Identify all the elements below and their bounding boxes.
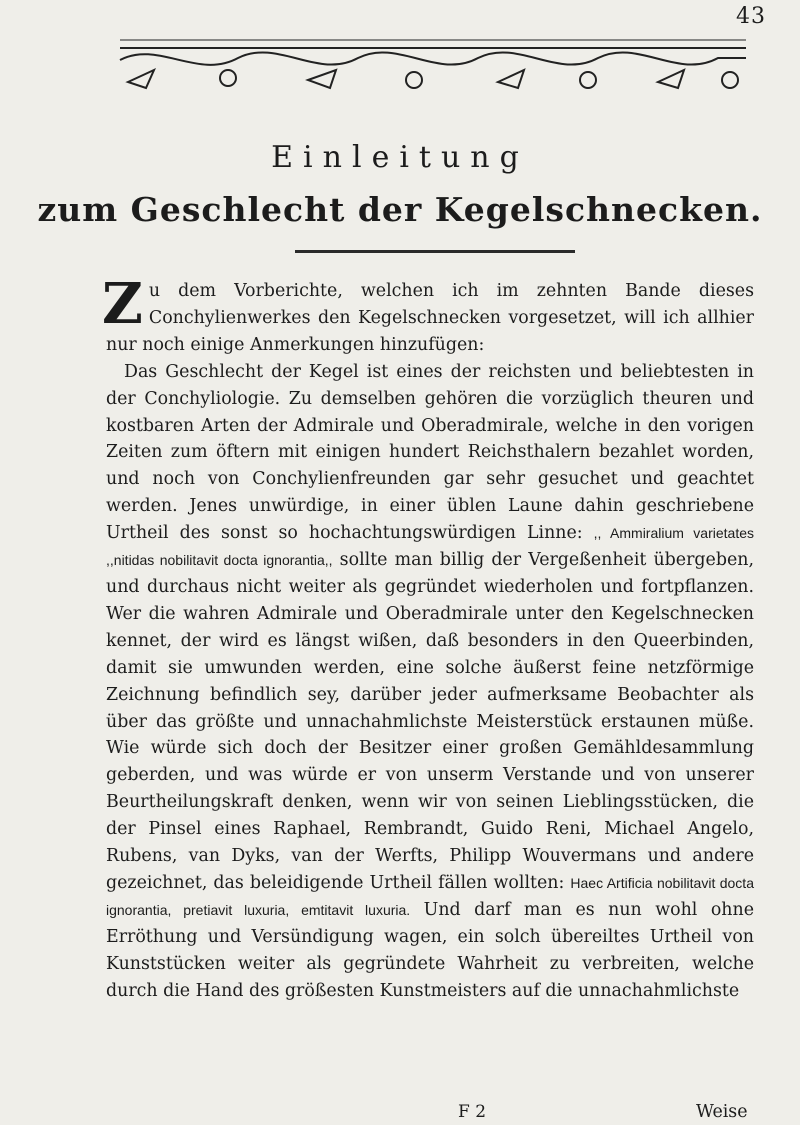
latin-quote-2: Haec Artificia nobilitavit docta ignorantia, pretiavit luxuria, emtitavit luxuria. [106, 874, 754, 918]
intro-paragraph [102, 271, 754, 359]
decorative-shell-border [118, 30, 748, 94]
main-paragraph [106, 359, 754, 1005]
intro-text: u dem Vorberichte, welchen ich im zehnten Bande dieses Conchylienwerkes den Kegelschnecken vorgesetzet, will ich allhier nur noch einige Anmerkungen hinzufügen: [106, 281, 754, 355]
page-number: 43 [736, 4, 766, 29]
paragraph-text-1: Das Geschlecht der Kegel ist eines der reichsten und beliebtesten in der Conchyliologie. Zu demselben gehören die vorzüglich theuren und kostbaren Arten der Admirale und Oberadmirale, welche in den vorigen Zeiten zum öftern mit einigen hundert Reichsthalern bezahlet worden, und noch von Conchylienfreunden gar sehr gesuchet und geachtet werden. Jenes unwürdige, in einer üblen Laune dahin geschriebene Urtheil des sonst so hochachtungswürdigen Linne: [106, 361, 754, 544]
chapter-title: Einleitung [271, 140, 529, 175]
chapter-subtitle: zum Geschlecht der Kegelschnecken. [37, 190, 763, 229]
signature-mark: F 2 [458, 1102, 487, 1122]
catchword: Weise [696, 1102, 748, 1122]
drop-cap: Z [102, 271, 143, 337]
body-text [102, 271, 755, 1004]
paragraph-text-2: sollte man billig der Vergeßenheit übergeben, und durchaus nicht weiter als gegründet wiederholen und fortpflanzen. Wer die wahren Admirale und Oberadmirale unter den Kegelschnecken kennet, der wird es längst wißen, daß besonders in den Queerbinden, damit sie umwunden werden, eine solche äußerst feine netzförmige Zeichnung befindlich sey, darüber jeder aufmerksame Beobachter als über das größte und unnachahmlichste Meisterstück erstaunen müße. Wie würde sich doch der Besitzer einer großen Gemähldesammlung geberden, und was würde er von unserm Verstande und von unserer Beurtheilungskraft denken, wenn wir von seinen Lieblingsstücken, die der Pinsel eines Raphael, Rembrandt, Guido Reni, Michael Angelo, Rubens, van Dyks, van der Werfts, Philipp Wouvermans und andere gezeichnet, das beleidigende Urtheil fällen wollten: [106, 550, 754, 893]
paragraph-text-3: Und darf man es nun wohl ohne Erröthung und Versündigung wagen, ein solch übereiltes Urtheil von Kunststücken weiter als gegründete Wahrheit zu verbreiten, welche durch die Hand des größesten Kunstmeisters auf die unnachahmlichste [106, 899, 755, 1001]
latin-quote-1: ,, Ammiralium varietates ,,nitidas nobilitavit docta ignorantia,, [106, 525, 754, 569]
title-rule [295, 250, 575, 253]
